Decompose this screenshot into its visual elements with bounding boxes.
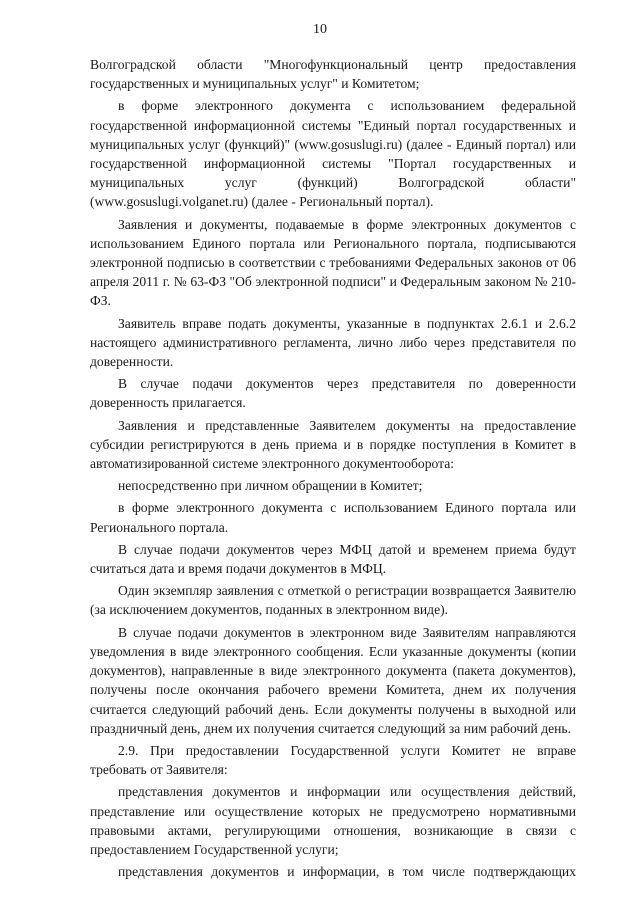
paragraph: представления документов и информации, в том числе подтверждающих	[118, 864, 576, 880]
paragraph: Волгоградской области "Многофункциональный центр предоставления государственных и муниципальных услуг" и Комитетом;	[90, 57, 576, 92]
paragraph: Заявитель вправе подать документы, указанные в подпунктах 2.6.1 и 2.6.2 настоящего административного регламента, лично либо через представителя по доверенности.	[90, 315, 576, 370]
paragraph: непосредственно при личном обращении в Комитет;	[118, 478, 423, 494]
paragraph: Заявления и документы, подаваемые в форме электронных документов с использованием Единого портала или Регионального портала, подписываются электронной подписью в соответствии с требованиями Федеральных законов от 06 апреля 2011 г. № 63-ФЗ "Об электронной подписи" и Федеральным законом № 210-ФЗ.	[90, 216, 576, 309]
paragraph: Один экземпляр заявления с отметкой о регистрации возвращается Заявителю (за исключением документов, поданных в электронном виде).	[90, 583, 576, 618]
paragraph: Заявления и представленные Заявителем документы на предоставление субсидии регистрируются в день приема и в порядке поступления в Комитет в автоматизированной системе электронного документооборота:	[90, 417, 576, 472]
paragraph: в форме электронного документа с использованием Единого портала или Регионального портала.	[90, 500, 576, 535]
paragraph: В случае подачи документов в электронном виде Заявителям направляются уведомления в виде электронного сообщения. Если указанные документы (копии документов), направленные в виде электронного документа (пакета документов), получены после окончания рабочего времени Комитета, днем их получения считается следующий рабочий день. Если документы получены в выходной или праздничный день, днем их получения считается следующий за ним рабочий день.	[90, 624, 576, 736]
paragraph: В случае подачи документов через МФЦ датой и временем приема будут считаться дата и время подачи документов в МФЦ.	[90, 541, 576, 577]
paragraph: 2.9. При предоставлении Государственной услуги Комитет не вправе требовать от Заявителя:	[90, 742, 576, 778]
paragraph: представления документов и информации или осуществления действий, представление или осуществление которых не предусмотрено нормативными правовыми актами, регулирующими отношения, возникающие в связи с предоставлением Государственной услуги;	[90, 784, 576, 857]
document-body	[90, 55, 576, 904]
page-number: 10	[313, 22, 327, 37]
paragraph: в форме электронного документа с использованием федеральной государственной информационной системы "Единый портал государственных и муниципальных услуг (функций)" (www.gosuslugi.ru) (далее - Единый портал) или государственной информационной системы "Портал государственных и муниципальных услуг (функций) Волгоградской области" (www.gosuslugi.volganet.ru) (далее - Региональный портал).	[90, 98, 576, 210]
paragraph: В случае подачи документов через представителя по доверенности доверенность прилагается.	[90, 376, 576, 411]
page-bottom-margin	[0, 880, 640, 905]
